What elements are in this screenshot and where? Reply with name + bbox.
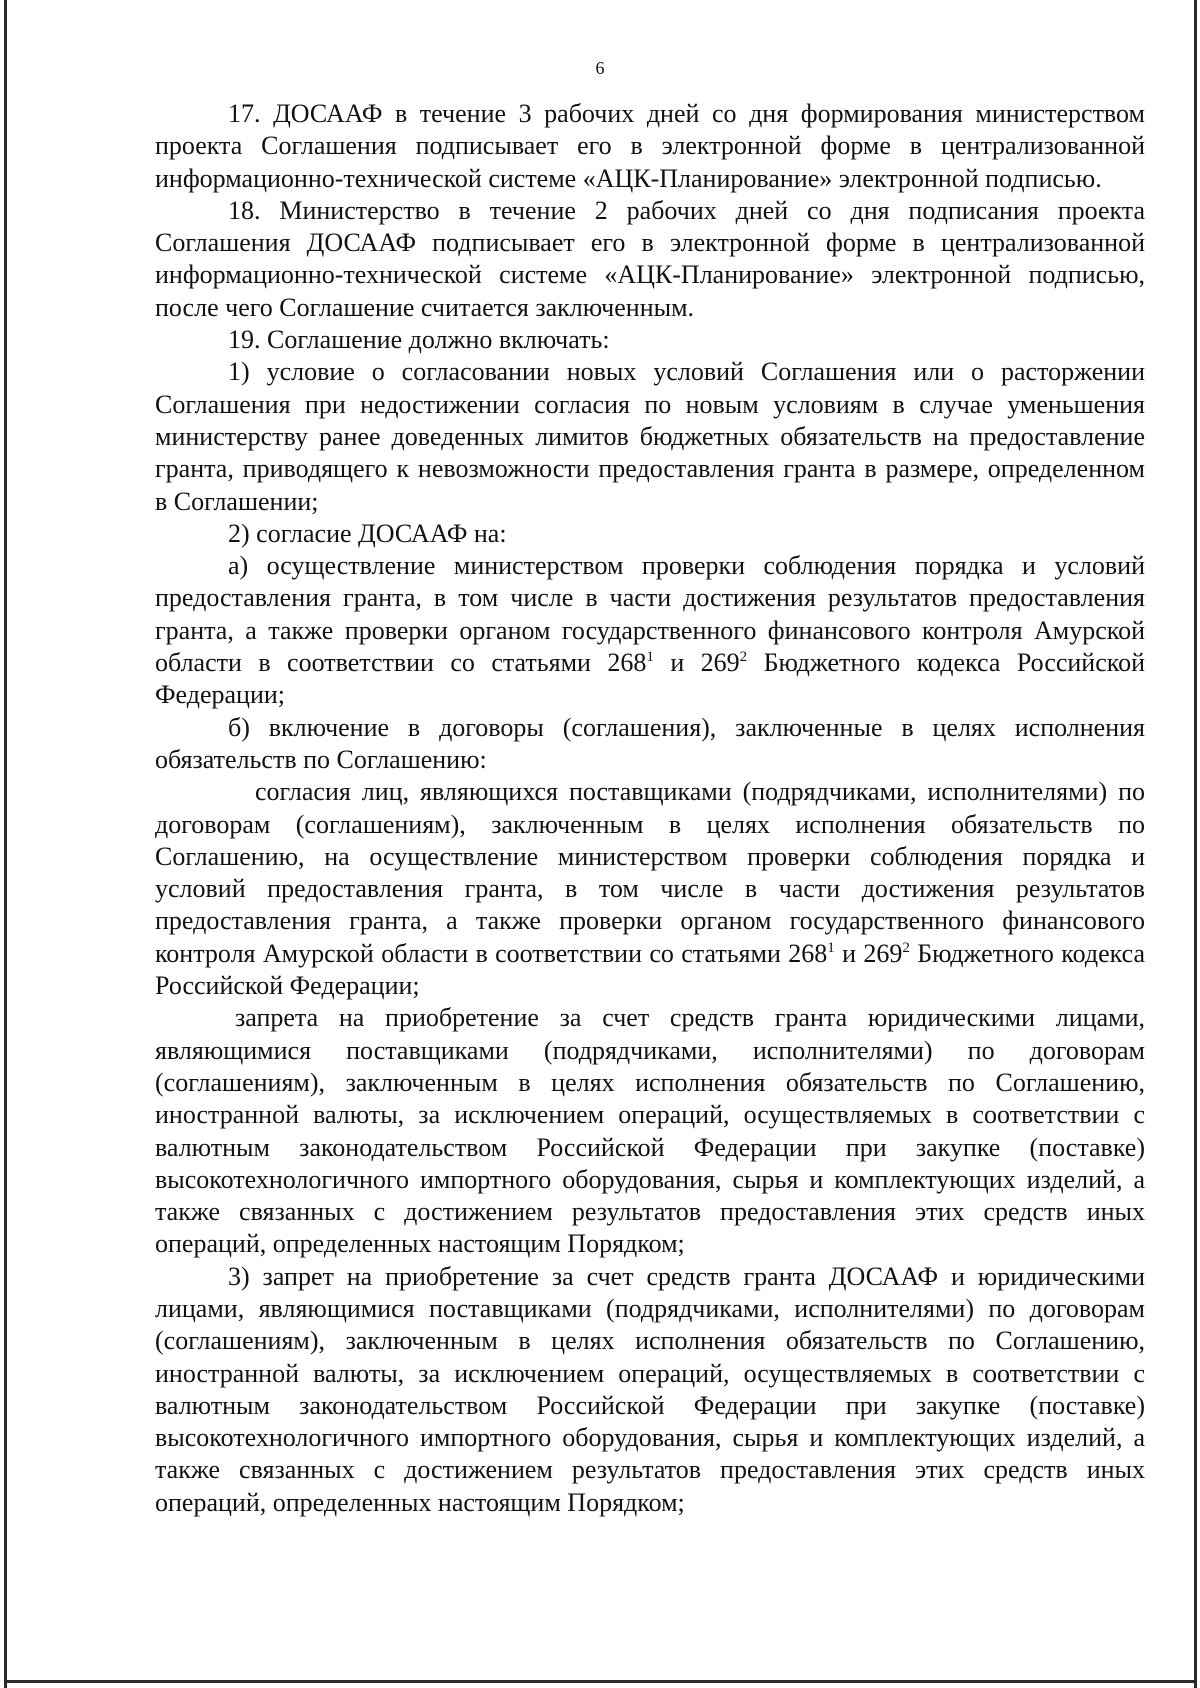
superscript-269: 2 bbox=[902, 939, 910, 956]
item-2a-text-start: а) осуществление министерством проверки соблюдения порядка и условий предоставления гранта, в том числе в части достижения результатов предоставления гранта, а также проверки органом государственного финансового контроля Амурской области в соответствии со статьями 268 bbox=[155, 551, 1145, 678]
scan-border-left bbox=[4, 0, 7, 1688]
superscript-268: 1 bbox=[646, 649, 654, 666]
item-2a-text-end: Бюджетного кодекса Российской Федерации; bbox=[155, 648, 1145, 710]
superscript-269: 2 bbox=[739, 649, 748, 666]
scan-border-bottom bbox=[4, 1680, 1197, 1683]
paragraph-19-item-2a bbox=[155, 550, 1145, 711]
paragraph-ban: запрета на приобретение за счет средств гранта юридическими лицами, являющимися поставщиками (подрядчиками, исполнителями) по договорам (соглашениям), заключенным в целях исполнения обязательств по Соглашению, иностранной валюты, за исключением операций, осуществляемых в соответствии с валютным законодательством Российской Федерации при закупке (поставке) высокотехнологичного импортного оборудования, сырья и комплектующих изделий, а также связанных с достижением результатов предоставления этих средств иных операций, определенных настоящим Порядком; bbox=[155, 1003, 1145, 1259]
scan-border-right bbox=[1194, 0, 1197, 1688]
paragraph-19-item-1: 1) условие о согласовании новых условий Соглашения или о расторжении Соглашения при недостижении согласия по новым условиям в случае уменьшения министерству ранее доведенных лимитов бюджетных обязательств на предоставление гранта, приводящего к невозможности предоставления гранта в размере, определенном в Соглашении; bbox=[155, 357, 1145, 516]
consent-text-and: и 269 bbox=[834, 938, 903, 968]
paragraph-19-item-2b: б) включение в договоры (соглашения), заключенные в целях исполнения обязательств по Соглашению: bbox=[155, 712, 1145, 774]
page-number: 6 bbox=[595, 58, 605, 78]
paragraph-19-item-2: 2) согласие ДОСААФ на: bbox=[228, 518, 507, 548]
document-body bbox=[155, 98, 1145, 1519]
paragraph-consent bbox=[155, 776, 1145, 1002]
paragraph-18: 18. Министерство в течение 2 рабочих дней со дня подписания проекта Соглашения ДОСААФ подписывает его в электронной форме в централизованной информационно-технической системе «АЦК-Планирование» электронной подписью, после чего Соглашение считается заключенным. bbox=[155, 195, 1145, 322]
paragraph-17: 17. ДОСААФ в течение 3 рабочих дней со дня формирования министерством проекта Соглашения подписывает его в электронной форме в централизованной информационно-технической системе «АЦК-Планирование» электронной подписью. bbox=[155, 99, 1145, 193]
paragraph-19: 19. Соглашение должно включать: bbox=[228, 325, 610, 355]
paragraph-19-item-3: 3) запрет на приобретение за счет средств гранта ДОСААФ и юридическими лицами, являющимися поставщиками (подрядчиками, исполнителями) по договорам (соглашениям), заключенным в целях исполнения обязательств по Соглашению, иностранной валюты, за исключением операций, осуществляемых в соответствии с валютным законодательством Российской Федерации при закупке (поставке) высокотехнологичного импортного оборудования, сырья и комплектующих изделий, а также связанных с достижением результатов предоставления этих средств иных операций, определенных настоящим Порядком; bbox=[155, 1261, 1145, 1517]
item-2a-text-and: и 269 bbox=[653, 648, 740, 678]
consent-text-start: согласия лиц, являющихся поставщиками (подрядчиками, исполнителями) по договорам (соглашениям), заключенным в целях исполнения обязательств по Соглашению, на осуществление министерством проверки соблюдения порядка и условий предоставления гранта, в том числе в части достижения результатов предоставления гранта, а также проверки органом государственного финансового контроля Амурской области в соответствии со статьями 268 bbox=[155, 777, 1145, 968]
consent-text-end: Бюджетного кодекса Российской Федерации; bbox=[155, 938, 1145, 1001]
superscript-268: 1 bbox=[827, 939, 835, 956]
